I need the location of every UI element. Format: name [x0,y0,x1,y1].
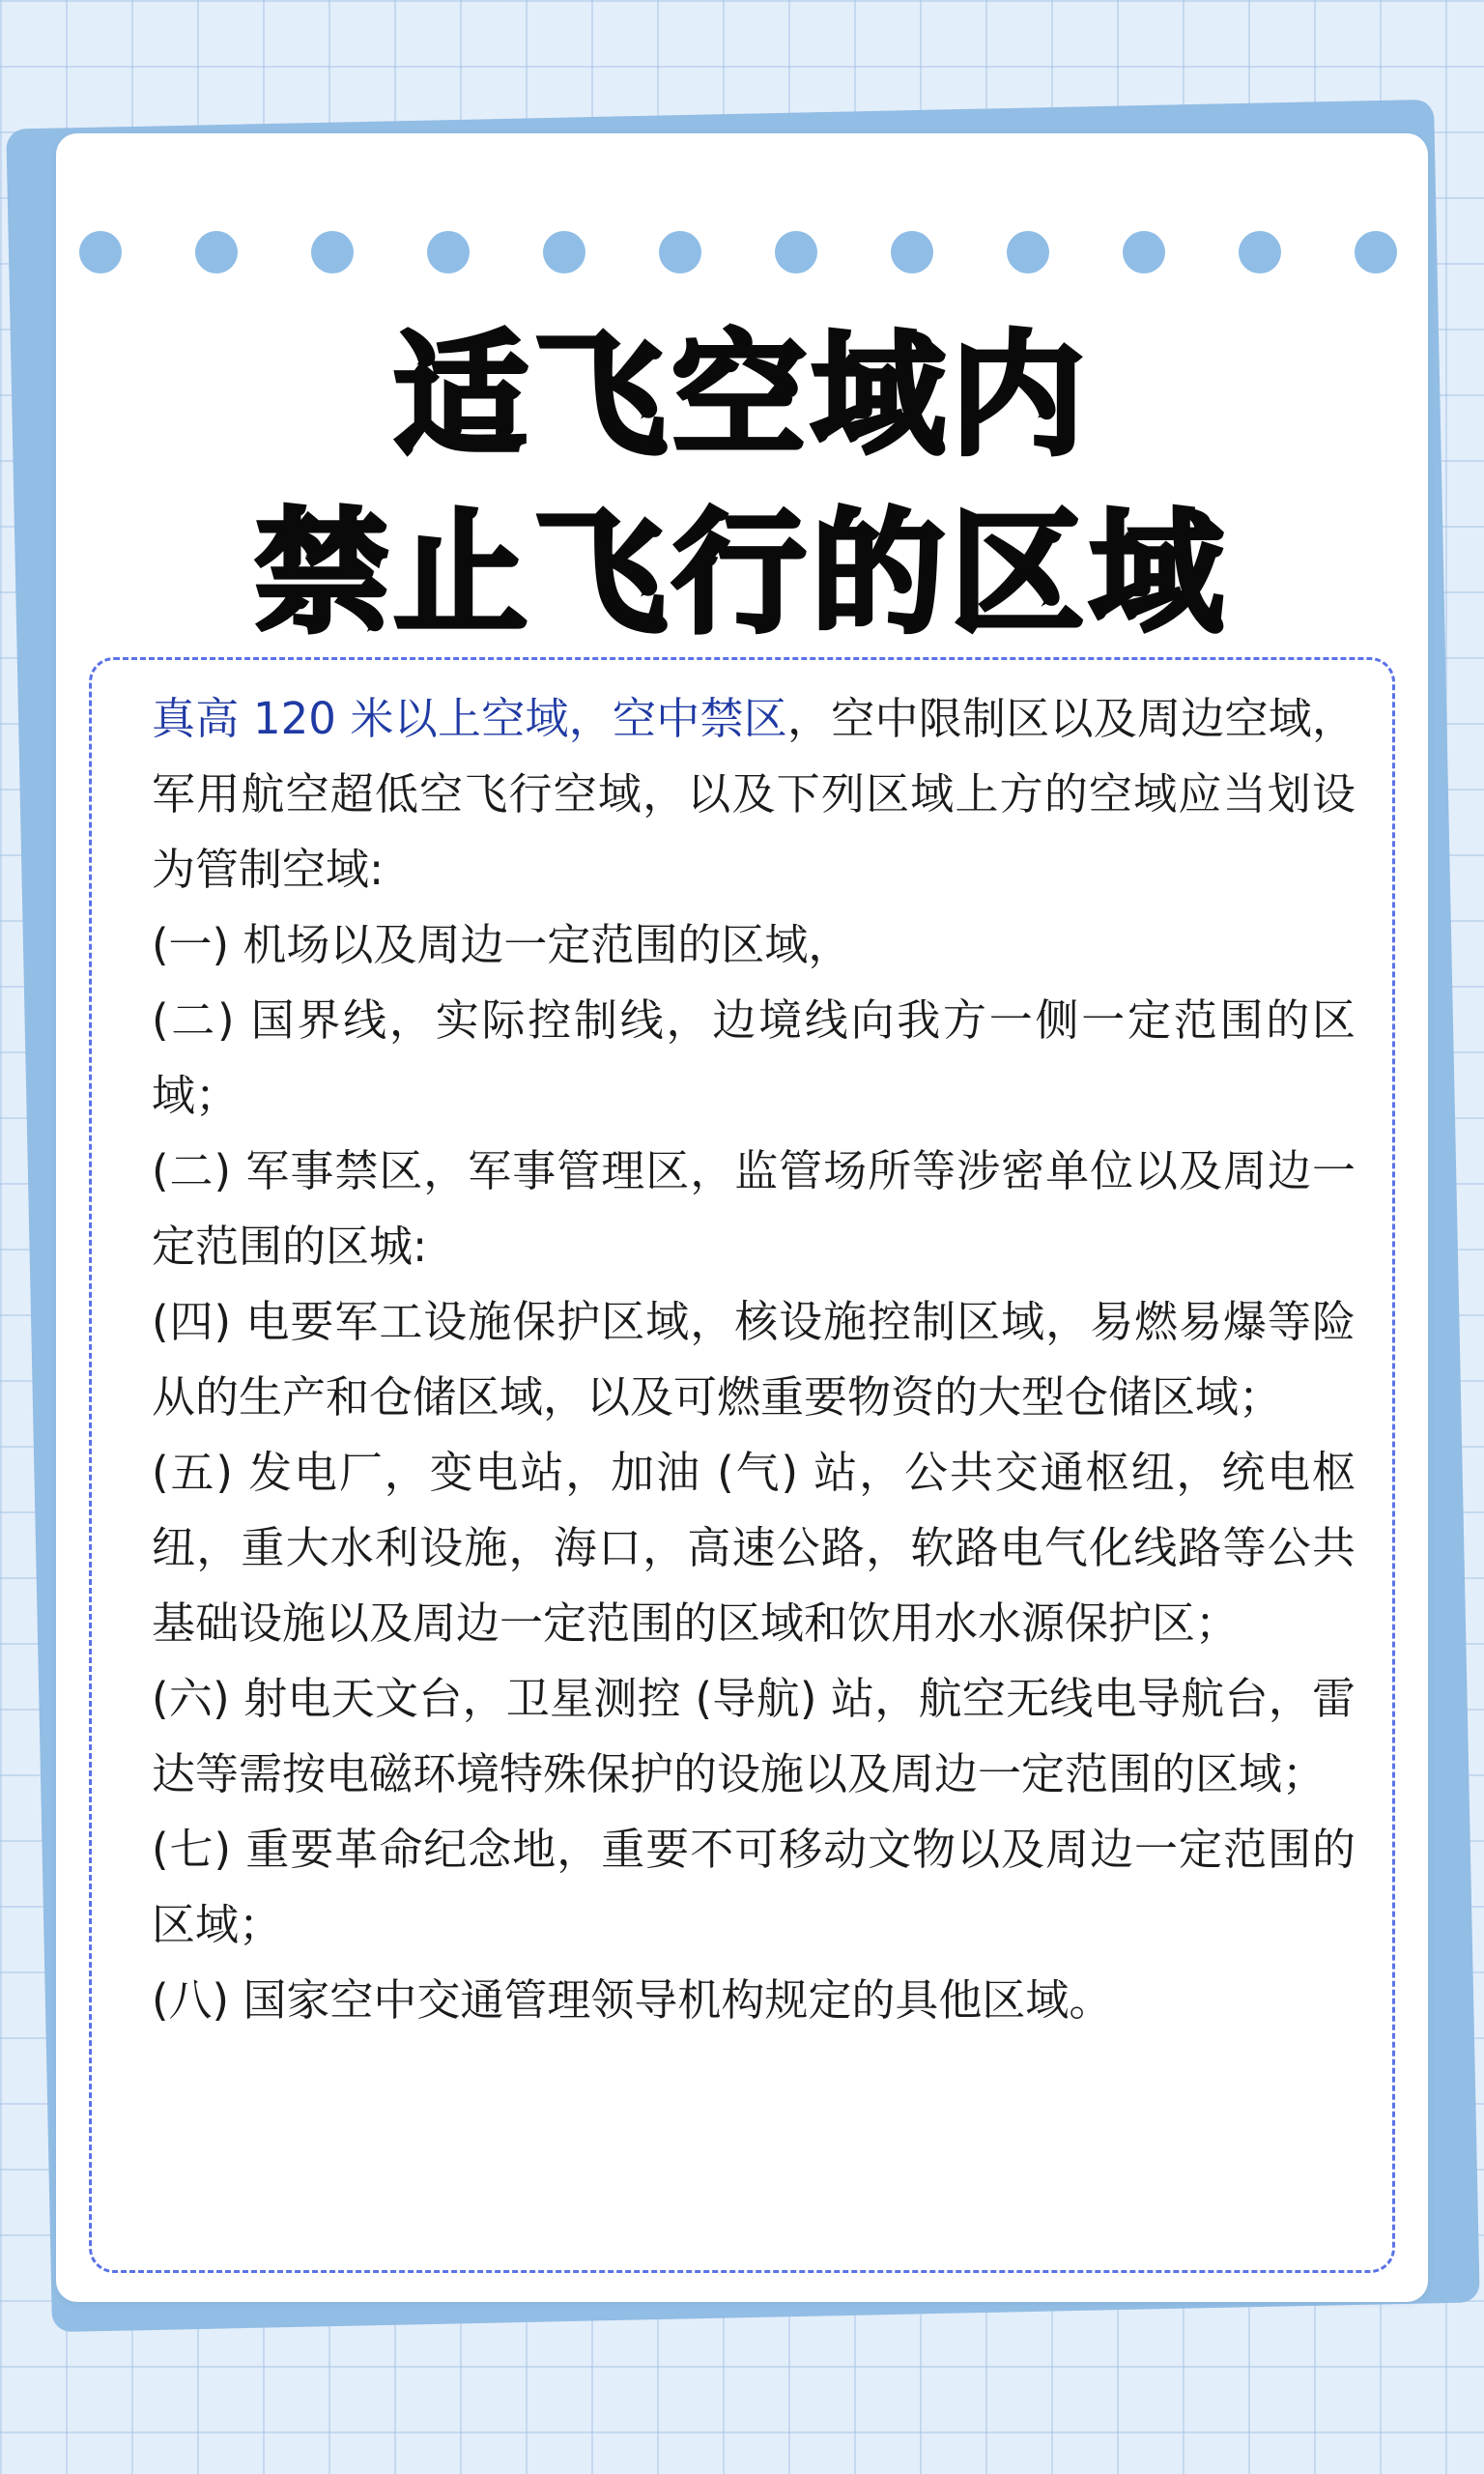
binder-dots [79,230,1397,274]
binder-dot-icon [891,231,933,273]
intro-rest: ，空中限制区以及周边空域，军用航空超低空飞行空域，以及下列区域上方的空域应当划设为管制空域: [152,693,1356,895]
title-line-2: 禁止飞行的区域 [254,496,1229,651]
binder-dot-icon [543,231,585,273]
intro-highlight-1: 真高 120 米以上空域， [152,693,613,744]
binder-dot-icon [195,231,238,273]
list-item: (二) 国界线，实际控制线，边境线向我方一侧一定范围的区域； [152,994,1356,1121]
binder-dot-icon [311,231,354,273]
binder-dot-icon [1239,231,1281,273]
page-title [56,307,1428,663]
binder-dot-icon [775,231,817,273]
binder-dot-icon [79,231,122,273]
list-item: (二) 军事禁区，军事管理区，监管场所等涉密单位以及周边一定范围的区城: [152,1145,1356,1272]
list-item: (八) 国家空中交通管理领导机构规定的具他区域。 [152,1974,1113,2026]
intro-highlight-2: 空中禁区 [612,693,787,744]
binder-dot-icon [1123,231,1165,273]
list-item: (五) 发电厂，变电站，加油 (气) 站，公共交通枢纽，统电枢纽，重大水利设施，海口，高速公路，软路电气化线路等公共基础设施以及周边一定范围的区域和饮用水水源保护区； [152,1447,1356,1649]
binder-dot-icon [427,231,470,273]
intro-paragraph [152,681,1356,907]
binder-dot-icon [659,231,701,273]
title-line-1: 适飞空域内 [393,318,1090,474]
list-item: (七) 重要革命纪念地，重要不可移动文物以及周边一定范围的区域； [152,1824,1356,1950]
list-item: (一) 机场以及周边一定范围的区域， [152,919,852,970]
list-item: (六) 射电天文台，卫星测控 (导航) 站，航空无线电导航台，雷达等需按电磁环境特殊保护的设施以及周边一定范围的区域； [152,1673,1356,1799]
list-item: (四) 电要军工设施保护区域，核设施控制区域，易燃易爆等险从的生产和仓储区域，以及可燃重要物资的大型仓储区域； [152,1296,1356,1423]
binder-dot-icon [1355,231,1397,273]
content-box [89,657,1395,2273]
binder-dot-icon [1007,231,1049,273]
